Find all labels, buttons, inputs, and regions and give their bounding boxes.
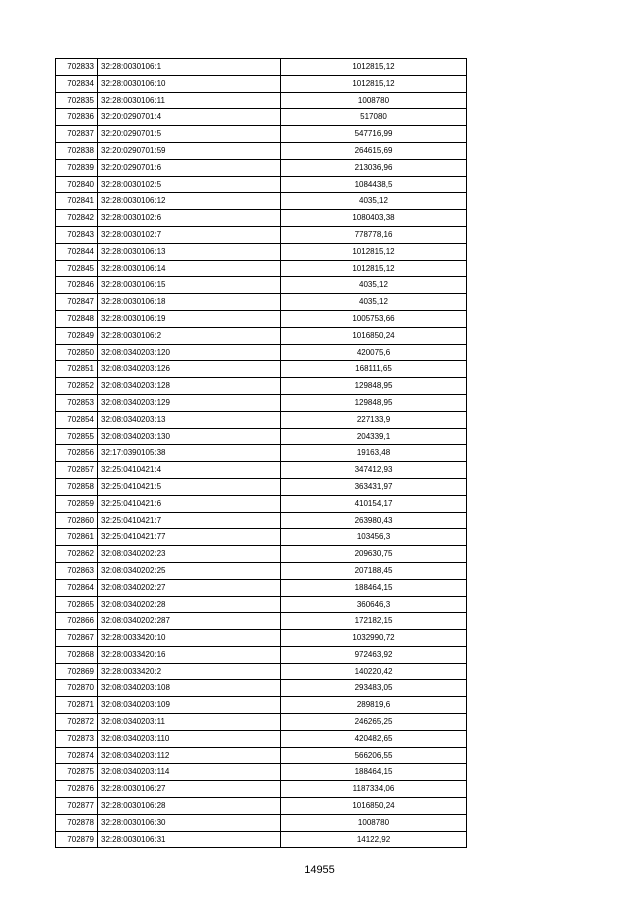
value-cell: 103456,3: [281, 529, 467, 546]
value-cell: 1012815,12: [281, 59, 467, 76]
row-id-cell: 702858: [56, 478, 98, 495]
table-row: [56, 831, 467, 848]
cadastral-number-cell: 32:08:0340203:112: [98, 747, 281, 764]
table-row: [56, 294, 467, 311]
cadastral-number-cell: 32:28:0030106:15: [98, 277, 281, 294]
row-id-cell: 702855: [56, 428, 98, 445]
cadastral-number-cell: 32:08:0340202:287: [98, 613, 281, 630]
row-id-cell: 702853: [56, 394, 98, 411]
value-cell: 4035,12: [281, 193, 467, 210]
table-row: [56, 646, 467, 663]
table-row: [56, 630, 467, 647]
value-cell: 363431,97: [281, 478, 467, 495]
cadastral-number-cell: 32:08:0340202:25: [98, 562, 281, 579]
table-row: [56, 109, 467, 126]
cadastral-number-cell: 32:17:0390105:38: [98, 445, 281, 462]
table-row: [56, 562, 467, 579]
row-id-cell: 702854: [56, 411, 98, 428]
value-cell: 410154,17: [281, 495, 467, 512]
row-id-cell: 702836: [56, 109, 98, 126]
table-row: [56, 59, 467, 76]
cadastral-number-cell: 32:25:0410421:5: [98, 478, 281, 495]
page-number: 14955: [304, 864, 335, 876]
row-id-cell: 702849: [56, 327, 98, 344]
cadastral-number-cell: 32:25:0410421:4: [98, 462, 281, 479]
table-row: [56, 394, 467, 411]
value-cell: 420075,6: [281, 344, 467, 361]
table-row: [56, 747, 467, 764]
table-row: [56, 596, 467, 613]
value-cell: 1005753,66: [281, 310, 467, 327]
table-row: [56, 495, 467, 512]
cadastral-number-cell: 32:20:0290701:5: [98, 126, 281, 143]
table-row: [56, 798, 467, 815]
cadastral-number-cell: 32:28:0030106:2: [98, 327, 281, 344]
value-cell: 263980,43: [281, 512, 467, 529]
value-cell: 1084438,5: [281, 176, 467, 193]
value-cell: 4035,12: [281, 294, 467, 311]
cadastral-number-cell: 32:28:0030102:5: [98, 176, 281, 193]
cadastral-number-cell: 32:08:0340203:108: [98, 680, 281, 697]
cadastral-number-cell: 32:28:0030106:12: [98, 193, 281, 210]
cadastral-number-cell: 32:08:0340203:13: [98, 411, 281, 428]
row-id-cell: 702870: [56, 680, 98, 697]
value-cell: 1012815,12: [281, 243, 467, 260]
row-id-cell: 702863: [56, 562, 98, 579]
cadastral-number-cell: 32:28:0030106:13: [98, 243, 281, 260]
table-row: [56, 75, 467, 92]
value-cell: 188464,15: [281, 764, 467, 781]
cadastral-number-cell: 32:28:0030106:19: [98, 310, 281, 327]
row-id-cell: 702866: [56, 613, 98, 630]
value-cell: 129848,95: [281, 378, 467, 395]
cadastral-number-cell: 32:25:0410421:77: [98, 529, 281, 546]
table-row: [56, 361, 467, 378]
cadastral-number-cell: 32:25:0410421:7: [98, 512, 281, 529]
cadastral-number-cell: 32:08:0340203:109: [98, 697, 281, 714]
cadastral-number-cell: 32:28:0030106:14: [98, 260, 281, 277]
table-row: [56, 344, 467, 361]
cadastral-number-cell: 32:28:0030106:30: [98, 814, 281, 831]
cadastral-number-cell: 32:28:0030102:6: [98, 210, 281, 227]
row-id-cell: 702864: [56, 579, 98, 596]
value-cell: 566206,55: [281, 747, 467, 764]
table-row: [56, 512, 467, 529]
value-cell: 227133,9: [281, 411, 467, 428]
row-id-cell: 702874: [56, 747, 98, 764]
cadastral-number-cell: 32:28:0030106:11: [98, 92, 281, 109]
value-cell: 213036,96: [281, 159, 467, 176]
row-id-cell: 702871: [56, 697, 98, 714]
row-id-cell: 702877: [56, 798, 98, 815]
cadastral-number-cell: 32:20:0290701:6: [98, 159, 281, 176]
row-id-cell: 702848: [56, 310, 98, 327]
value-cell: 207188,45: [281, 562, 467, 579]
row-id-cell: 702839: [56, 159, 98, 176]
cadastral-number-cell: 32:28:0033420:16: [98, 646, 281, 663]
value-cell: 1008780: [281, 92, 467, 109]
value-cell: 1012815,12: [281, 75, 467, 92]
row-id-cell: 702878: [56, 814, 98, 831]
table-row: [56, 663, 467, 680]
table-row: [56, 260, 467, 277]
row-id-cell: 702843: [56, 226, 98, 243]
cadastral-number-cell: 32:28:0030106:27: [98, 781, 281, 798]
row-id-cell: 702856: [56, 445, 98, 462]
value-cell: 14122,92: [281, 831, 467, 848]
value-cell: 1187334,06: [281, 781, 467, 798]
value-cell: 972463,92: [281, 646, 467, 663]
cadastral-number-cell: 32:08:0340202:27: [98, 579, 281, 596]
value-cell: 1012815,12: [281, 260, 467, 277]
row-id-cell: 702862: [56, 546, 98, 563]
value-cell: 204339,1: [281, 428, 467, 445]
value-cell: 347412,93: [281, 462, 467, 479]
row-id-cell: 702842: [56, 210, 98, 227]
table-row: [56, 462, 467, 479]
cadastral-number-cell: 32:08:0340202:23: [98, 546, 281, 563]
table-body: [56, 59, 467, 848]
value-cell: 420482,65: [281, 730, 467, 747]
cadastral-number-cell: 32:28:0030106:1: [98, 59, 281, 76]
table-row: [56, 226, 467, 243]
value-cell: 517080: [281, 109, 467, 126]
value-cell: 4035,12: [281, 277, 467, 294]
value-cell: 209630,75: [281, 546, 467, 563]
table-row: [56, 378, 467, 395]
table-row: [56, 327, 467, 344]
row-id-cell: 702865: [56, 596, 98, 613]
cadastral-number-cell: 32:08:0340203:130: [98, 428, 281, 445]
value-cell: 360646,3: [281, 596, 467, 613]
value-cell: 264615,69: [281, 142, 467, 159]
cadastral-number-cell: 32:28:0030106:28: [98, 798, 281, 815]
row-id-cell: 702852: [56, 378, 98, 395]
table-row: [56, 176, 467, 193]
row-id-cell: 702840: [56, 176, 98, 193]
value-cell: 246265,25: [281, 714, 467, 731]
cadastral-number-cell: 32:28:0033420:10: [98, 630, 281, 647]
row-id-cell: 702837: [56, 126, 98, 143]
row-id-cell: 702868: [56, 646, 98, 663]
row-id-cell: 702869: [56, 663, 98, 680]
cadastral-number-cell: 32:08:0340202:28: [98, 596, 281, 613]
cadastral-number-cell: 32:20:0290701:59: [98, 142, 281, 159]
cadastral-number-cell: 32:08:0340203:126: [98, 361, 281, 378]
row-id-cell: 702834: [56, 75, 98, 92]
value-cell: 168111,65: [281, 361, 467, 378]
cadastral-number-cell: 32:08:0340203:110: [98, 730, 281, 747]
row-id-cell: 702835: [56, 92, 98, 109]
cadastral-number-cell: 32:28:0030102:7: [98, 226, 281, 243]
row-id-cell: 702879: [56, 831, 98, 848]
cadastral-number-cell: 32:08:0340203:11: [98, 714, 281, 731]
value-cell: 778778,16: [281, 226, 467, 243]
cadastral-number-cell: 32:25:0410421:6: [98, 495, 281, 512]
row-id-cell: 702876: [56, 781, 98, 798]
row-id-cell: 702867: [56, 630, 98, 647]
cadastral-number-cell: 32:08:0340203:120: [98, 344, 281, 361]
value-cell: 129848,95: [281, 394, 467, 411]
value-cell: 1016850,24: [281, 798, 467, 815]
row-id-cell: 702847: [56, 294, 98, 311]
value-cell: 188464,15: [281, 579, 467, 596]
table-row: [56, 210, 467, 227]
value-cell: 140220,42: [281, 663, 467, 680]
cadastral-table: [55, 58, 467, 848]
row-id-cell: 702844: [56, 243, 98, 260]
row-id-cell: 702859: [56, 495, 98, 512]
table-row: [56, 764, 467, 781]
table-row: [56, 142, 467, 159]
table-row: [56, 781, 467, 798]
table-row: [56, 159, 467, 176]
cadastral-number-cell: 32:28:0030106:18: [98, 294, 281, 311]
cadastral-number-cell: 32:08:0340203:128: [98, 378, 281, 395]
table-row: [56, 680, 467, 697]
row-id-cell: 702872: [56, 714, 98, 731]
cadastral-number-cell: 32:28:0030106:31: [98, 831, 281, 848]
row-id-cell: 702861: [56, 529, 98, 546]
value-cell: 293483,05: [281, 680, 467, 697]
table-row: [56, 814, 467, 831]
row-id-cell: 702838: [56, 142, 98, 159]
row-id-cell: 702841: [56, 193, 98, 210]
table-row: [56, 428, 467, 445]
table-row: [56, 445, 467, 462]
row-id-cell: 702846: [56, 277, 98, 294]
table-row: [56, 697, 467, 714]
table-row: [56, 529, 467, 546]
table-row: [56, 478, 467, 495]
value-cell: 19163,48: [281, 445, 467, 462]
value-cell: 289819,6: [281, 697, 467, 714]
value-cell: 1016850,24: [281, 327, 467, 344]
table-row: [56, 92, 467, 109]
cadastral-number-cell: 32:28:0033420:2: [98, 663, 281, 680]
table-row: [56, 579, 467, 596]
cadastral-number-cell: 32:20:0290701:4: [98, 109, 281, 126]
row-id-cell: 702833: [56, 59, 98, 76]
table-row: [56, 613, 467, 630]
table-row: [56, 277, 467, 294]
row-id-cell: 702845: [56, 260, 98, 277]
table-row: [56, 730, 467, 747]
value-cell: 1008780: [281, 814, 467, 831]
cadastral-number-cell: 32:08:0340203:129: [98, 394, 281, 411]
row-id-cell: 702851: [56, 361, 98, 378]
table-row: [56, 714, 467, 731]
table-row: [56, 126, 467, 143]
value-cell: 547716,99: [281, 126, 467, 143]
row-id-cell: 702875: [56, 764, 98, 781]
table-row: [56, 193, 467, 210]
row-id-cell: 702850: [56, 344, 98, 361]
table-row: [56, 243, 467, 260]
row-id-cell: 702873: [56, 730, 98, 747]
value-cell: 1080403,38: [281, 210, 467, 227]
table-row: [56, 546, 467, 563]
table-row: [56, 411, 467, 428]
value-cell: 172182,15: [281, 613, 467, 630]
row-id-cell: 702860: [56, 512, 98, 529]
row-id-cell: 702857: [56, 462, 98, 479]
table-row: [56, 310, 467, 327]
value-cell: 1032990,72: [281, 630, 467, 647]
cadastral-number-cell: 32:28:0030106:10: [98, 75, 281, 92]
cadastral-number-cell: 32:08:0340203:114: [98, 764, 281, 781]
